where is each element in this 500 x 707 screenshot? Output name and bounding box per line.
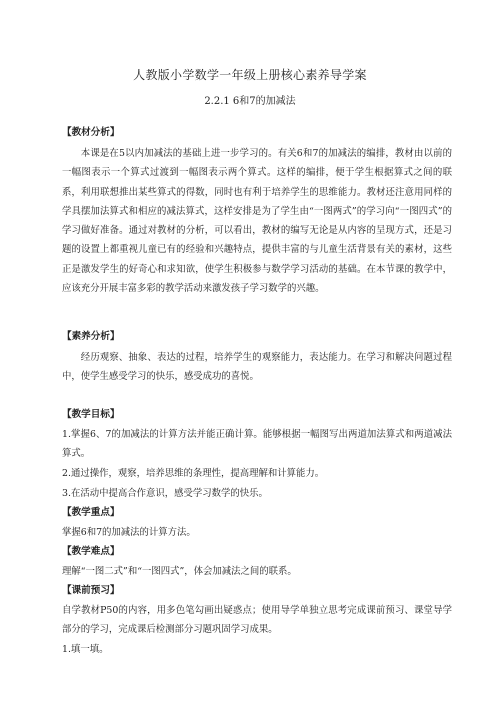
- key-points-text: 掌握6和7的加减法的计算方法。: [62, 527, 196, 538]
- lesson-subtitle: 2.2.1 6和7的加减法: [204, 96, 296, 107]
- goal-item-1: 1.掌握6、7的加减法的计算方法并能正确计算。能够根据一幅图写出两道加法算式和两道减法算式。: [62, 429, 452, 460]
- analysis-paragraph: 本课是在5以内加减法的基础上进一步学习的。有关6和7的加减法的编排，教材由以前的一幅图表示一个算式过渡到一幅图表示两个算式。这样的编排，便于学生根据算式之间的联系，利用联想推出某些算式的得数，同时也有利于培养学生的思维能力。教材还注意用同样的学具摆加法算式和相应的减法算式，这样安排是为了学生由“一图两式”的学习向“一图四式”的学习做好准备。通过对教材的分析，可以看出，教材的编写无论是从内容的呈现方式，还是习题的设置上都重视儿童已有的经验和兴趣特点，提供丰富的与儿童生活背景有关的素材，这些正是激发学生的好奇心和求知欲，使学生积极参与数学学习活动的基础。在本节课的教学中，应该充分开展丰富多彩的教学活动来激发孩子学习数学的兴趣。: [62, 148, 452, 295]
- difficulty-heading: 【教学难点】: [62, 546, 120, 557]
- difficulty-text: 理解“一图二式”和“一图四式”，体会加减法之间的联系。: [62, 566, 297, 577]
- goal-item-2: 2.通过操作，观察，培养思维的条理性，提高理解和计算能力。: [62, 468, 325, 479]
- literacy-paragraph: 经历观察、抽象、表达的过程，培养学生的观察能力，表达能力。在学习和解决问题过程中，使学生感受学习的快乐，感受成功的喜悦。: [62, 352, 452, 383]
- preview-heading: 【课前预习】: [62, 585, 120, 596]
- key-points-heading: 【教学重点】: [62, 507, 120, 518]
- analysis-heading: 【教材分析】: [62, 127, 120, 138]
- goal-item-3: 3.在活动中提高合作意识，感受学习数学的快乐。: [62, 488, 268, 499]
- goals-heading: 【教学目标】: [62, 409, 120, 420]
- literacy-heading: 【素养分析】: [62, 331, 120, 342]
- preview-item-1: 1.填一填。: [62, 644, 109, 655]
- document-title: 人教版小学数学一年级上册核心素养导学案: [133, 68, 367, 82]
- preview-text: 自学教材P50的内容，用多色笔勾画出疑惑点；使用导学单独立思考完成课前预习、课堂导学部分的学习，完成课后检测部分习题巩固学习成果。: [62, 605, 452, 636]
